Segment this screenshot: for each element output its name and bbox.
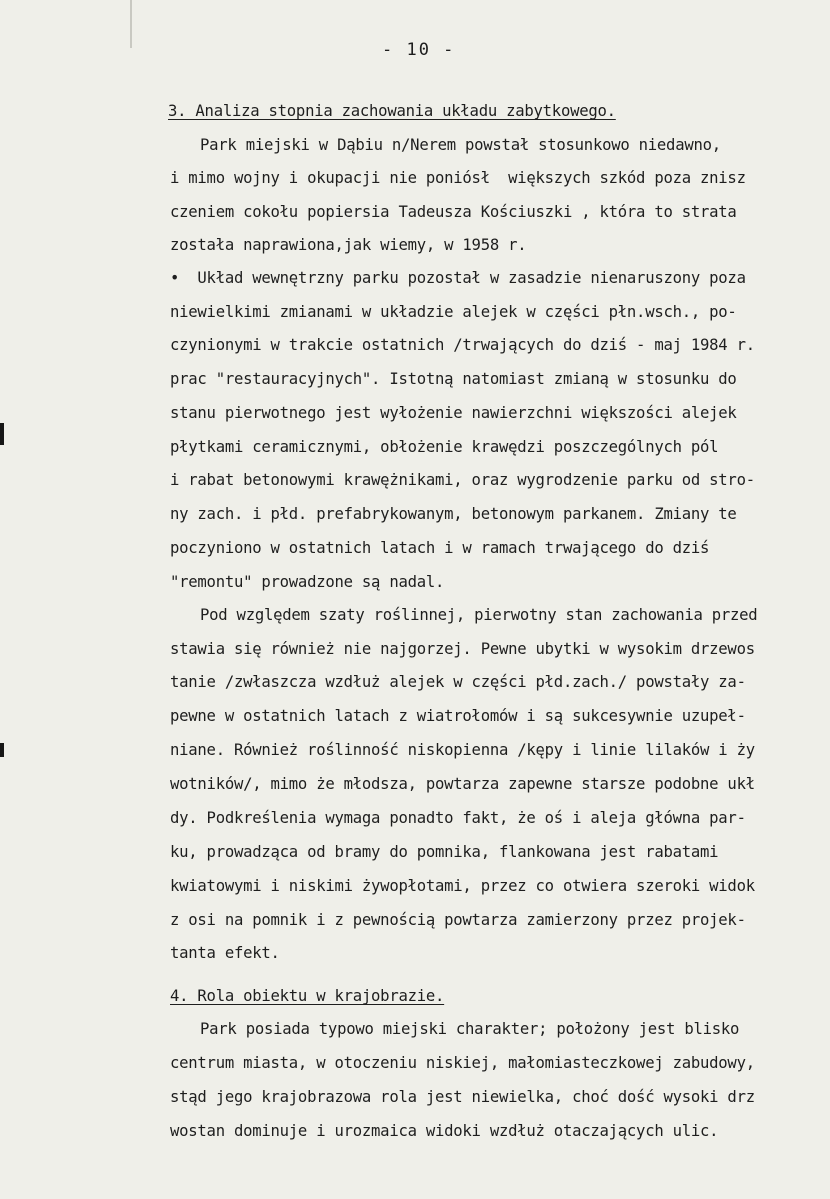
text-line: • Układ wewnętrzny parku pozostał w zasadzie nienaruszony poza <box>170 269 746 287</box>
text-line: czeniem cokołu popiersia Tadeusza Kościuszki , która to strata <box>170 203 737 221</box>
text-line: wotników/, mimo że młodsza, powtarza zapewne starsze podobne ukł <box>170 775 755 793</box>
text-line: wostan dominuje i urozmaica widoki wzdłuż otaczających ulic. <box>170 1122 719 1140</box>
text-line: pewne w ostatnich latach z wiatrołomów i są sukcesywnie uzupeł- <box>170 707 746 725</box>
section-heading-3: 3. Analiza stopnia zachowania układu zabytkowego. <box>168 102 616 120</box>
page-number: - 10 - <box>382 40 456 60</box>
text-line: tanie /zwłaszcza wzdłuż alejek w części płd.zach./ powstały za- <box>170 673 746 691</box>
text-line: ny zach. i płd. prefabrykowanym, betonowym parkanem. Zmiany te <box>170 505 737 523</box>
text-line: stawia się również nie najgorzej. Pewne ubytki w wysokim drzewos <box>170 640 755 658</box>
text-line: i rabat betonowymi krawężnikami, oraz wygrodzenie parku od stro- <box>170 471 755 489</box>
text-line: stąd jego krajobrazowa rola jest niewielka, choć dość wysoki drz <box>170 1088 755 1106</box>
paper-crease-mark <box>130 0 132 48</box>
left-edge-binding-mark <box>0 423 4 445</box>
text-line: została naprawiona,jak wiemy, w 1958 r. <box>170 236 527 254</box>
text-line: "remontu" prowadzone są nadal. <box>170 573 445 591</box>
text-line: płytkami ceramicznymi, obłożenie krawędzi poszczególnych pól <box>170 438 719 456</box>
text-line: poczyniono w ostatnich latach i w ramach trwającego do dziś <box>170 539 710 557</box>
left-edge-binding-mark <box>0 743 4 757</box>
text-line: niewielkimi zmianami w układzie alejek w części płn.wsch., po- <box>170 303 737 321</box>
text-line: tanta efekt. <box>170 944 280 962</box>
text-line: Park miejski w Dąbiu n/Nerem powstał stosunkowo niedawno, <box>200 136 721 154</box>
section-heading-4: 4. Rola obiektu w krajobrazie. <box>170 987 445 1005</box>
text-line: czynionymi w trakcie ostatnich /trwających do dziś - maj 1984 r. <box>170 336 755 354</box>
text-line: Pod względem szaty roślinnej, pierwotny stan zachowania przed <box>200 606 758 624</box>
text-line: Park posiada typowo miejski charakter; położony jest blisko <box>200 1020 740 1038</box>
text-line: prac "restauracyjnych". Istotną natomiast zmianą w stosunku do <box>170 370 737 388</box>
text-line: centrum miasta, w otoczeniu niskiej, małomiasteczkowej zabudowy, <box>170 1054 755 1072</box>
text-line: ku, prowadząca od bramy do pomnika, flankowana jest rabatami <box>170 843 719 861</box>
text-line: kwiatowymi i niskimi żywopłotami, przez co otwiera szeroki widok <box>170 877 755 895</box>
text-line: i mimo wojny i okupacji nie poniósł większych szkód poza znisz <box>170 169 746 187</box>
text-line: z osi na pomnik i z pewnością powtarza zamierzony przez projek- <box>170 911 746 929</box>
text-line: niane. Również roślinność niskopienna /kępy i linie lilaków i ży <box>170 741 755 759</box>
text-line: stanu pierwotnego jest wyłożenie nawierzchni większości alejek <box>170 404 737 422</box>
text-line: dy. Podkreślenia wymaga ponadto fakt, że oś i aleja główna par- <box>170 809 746 827</box>
